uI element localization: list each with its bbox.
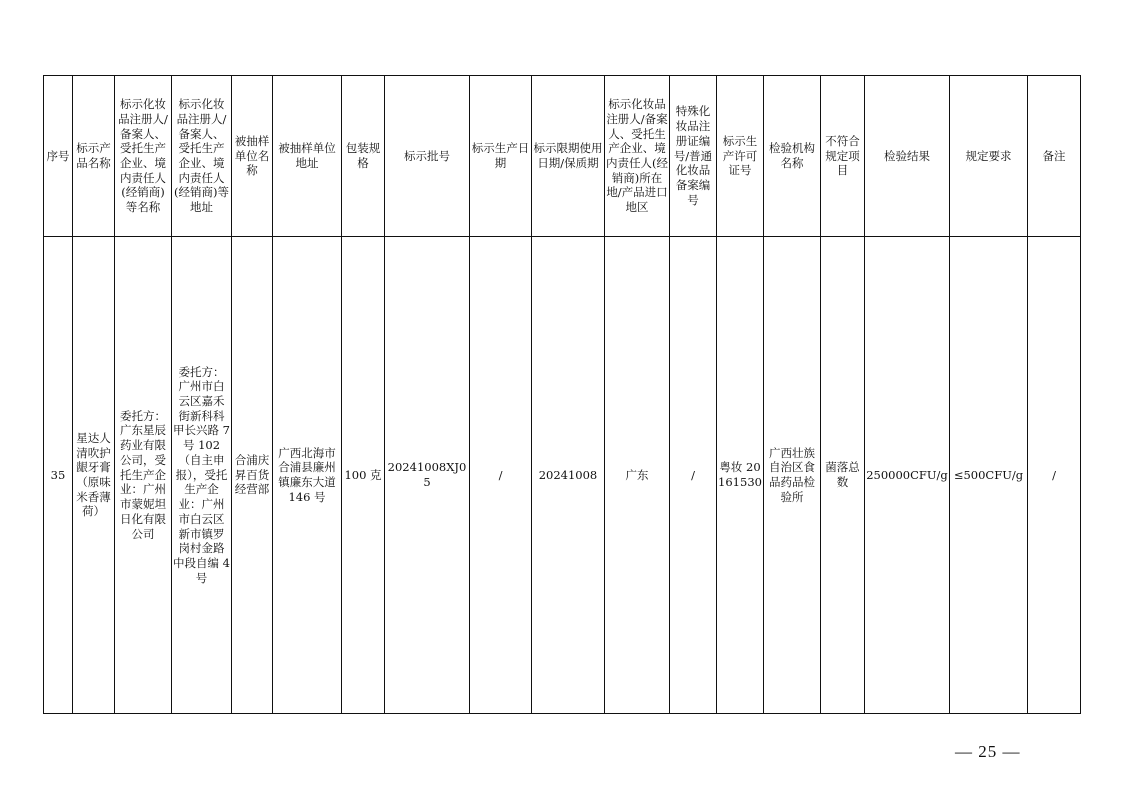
header-cell-registrant-name: 标示化妆品注册人/备案人、受托生产企业、境内责任人(经销商)等名称	[115, 76, 172, 237]
header-cell-production-date: 标示生产日期	[470, 76, 532, 237]
header-cell-serial: 序号	[44, 76, 73, 237]
header-cell-test-result: 检验结果	[865, 76, 950, 237]
cell-remarks: /	[1028, 237, 1081, 714]
header-cell-package-spec: 包装规格	[342, 76, 385, 237]
cell-registrant-address: 委托方：广州市白云区嘉禾街新科科甲长兴路 7 号 102（自主申报），受托生产企业：广州市白云区新市镇罗岗村金路中段自编 4 号	[172, 237, 232, 714]
header-cell-product-name: 标示产品名称	[73, 76, 115, 237]
table-header-row	[44, 76, 1081, 237]
header-cell-nonconforming-item: 不符合规定项目	[821, 76, 865, 237]
table-row	[44, 237, 1081, 714]
cell-sampled-unit-address: 广西北海市合浦县廉州镇廉东大道 146 号	[273, 237, 342, 714]
cell-serial: 35	[44, 237, 73, 714]
cell-sampled-unit-name: 合浦庆昇百货经营部	[232, 237, 273, 714]
cell-test-result: 250000CFU/g	[865, 237, 950, 714]
inspection-results-table	[43, 75, 1081, 714]
cell-package-spec: 100 克	[342, 237, 385, 714]
cell-testing-agency: 广西壮族自治区食品药品检验所	[764, 237, 821, 714]
page-number: — 25 —	[955, 742, 1021, 761]
header-cell-sampled-unit-address: 被抽样单位地址	[273, 76, 342, 237]
header-cell-license-number: 标示生产许可证号	[717, 76, 764, 237]
header-cell-testing-agency: 检验机构名称	[764, 76, 821, 237]
header-cell-registrant-address: 标示化妆品注册人/备案人、受托生产企业、境内责任人(经销商)等地址	[172, 76, 232, 237]
cell-batch-number: 20241008XJ05	[385, 237, 470, 714]
header-cell-expiry: 标示限期使用日期/保质期	[532, 76, 605, 237]
cell-registration-number: /	[670, 237, 717, 714]
cell-registrant-name: 委托方：广东星辰药业有限公司，受托生产企业：广州市蒙妮坦日化有限公司	[115, 237, 172, 714]
cell-origin-region: 广东	[605, 237, 670, 714]
cell-nonconforming-item: 菌落总数	[821, 237, 865, 714]
cell-production-date: /	[470, 237, 532, 714]
header-cell-requirement: 规定要求	[950, 76, 1028, 237]
cell-expiry: 20241008	[532, 237, 605, 714]
cell-product-name: 星达人清吹护龈牙膏（原味米香薄荷）	[73, 237, 115, 714]
header-cell-sampled-unit-name: 被抽样单位名称	[232, 76, 273, 237]
cell-license-number: 粤妆 20161530	[717, 237, 764, 714]
header-cell-remarks: 备注	[1028, 76, 1081, 237]
header-cell-registration-number: 特殊化妆品注册证编号/普通化妆品备案编号	[670, 76, 717, 237]
cell-requirement: ≤500CFU/g	[950, 237, 1028, 714]
header-cell-batch-number: 标示批号	[385, 76, 470, 237]
header-cell-origin-region: 标示化妆品注册人/备案人、受托生产企业、境内责任人(经销商)所在地/产品进口地区	[605, 76, 670, 237]
